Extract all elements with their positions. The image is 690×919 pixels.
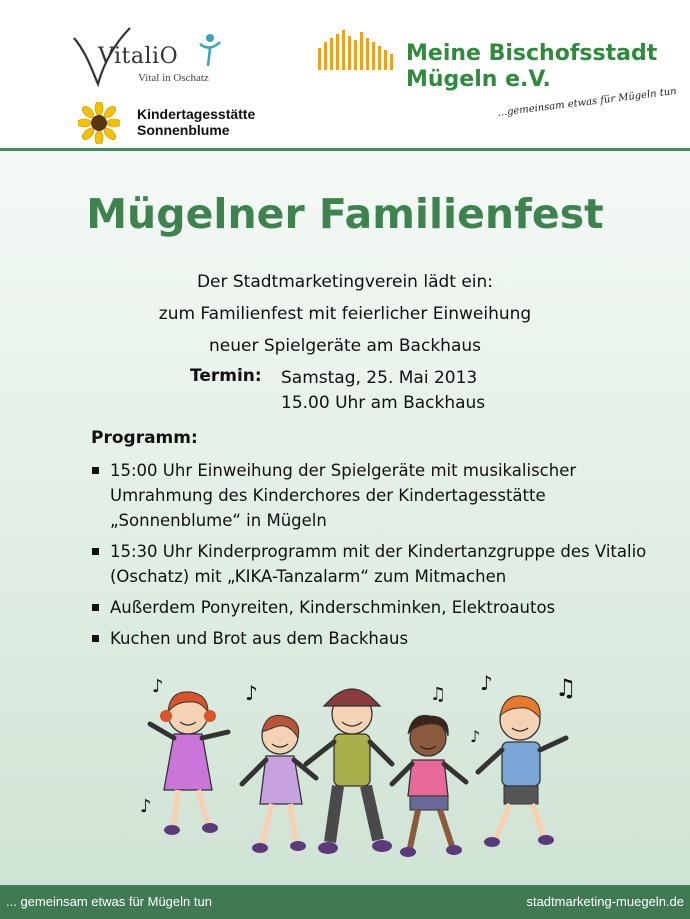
termin-value: [281, 366, 485, 416]
footer: [0, 885, 690, 919]
svg-text:♪: ♪: [470, 727, 481, 746]
svg-text:♪: ♪: [480, 672, 493, 695]
org-name-line-2: Mügeln e.V.: [406, 67, 551, 92]
org-name: [406, 41, 657, 93]
termin-date: Samstag, 25. Mai 2013: [281, 368, 478, 388]
kid-figure: [392, 715, 466, 857]
programm-list: [90, 458, 650, 657]
dancing-kids-illustration: [130, 672, 590, 882]
vitalio-tagline: Vital in Oschatz: [138, 72, 209, 84]
programm-heading: Programm:: [91, 428, 198, 448]
intro-line-3: neuer Spielgeräte am Backhaus: [208, 336, 481, 356]
page-title: Mügelner Familienfest: [86, 190, 604, 238]
bischofsstadt-bars-icon: [318, 30, 400, 70]
programm-item: Außerdem Ponyreiten, Kinderschminken, Elektroautos: [90, 595, 650, 620]
kita-line-1: Kindertagesstätte: [137, 106, 256, 122]
svg-text:♪: ♪: [245, 681, 258, 705]
svg-text:♫: ♫: [430, 684, 447, 705]
intro-line-1: Der Stadtmarketingverein lädt ein:: [196, 272, 494, 292]
footer-slogan: ... gemeinsam etwas für Mügeln tun: [6, 894, 212, 909]
kid-figure: [242, 715, 316, 853]
org-slogan: ...gemeinsam etwas für Mügeln tun: [497, 86, 678, 119]
programm-item: 15:30 Uhr Kinderprogramm mit der Kindertanzgruppe des Vitalio (Oschatz) mit „KIKA-Tanzalarm“ zum Mitmachen: [90, 539, 650, 589]
svg-text:♫: ♫: [555, 674, 577, 702]
termin-label: Termin:: [190, 366, 262, 386]
org-name-line-1: Meine Bischofsstadt: [406, 41, 658, 66]
footer-website-link[interactable]: stadtmarketing-muegeln.de: [526, 894, 684, 909]
kita-name: [137, 106, 255, 138]
programm-item: 15:00 Uhr Einweihung der Spielgeräte mit musikalischer Umrahmung des Kinderchores der Kindertagesstätte „Sonnenblume“ in Mügeln: [90, 458, 650, 533]
sunflower-icon: [78, 102, 120, 144]
programm-item: Kuchen und Brot aus dem Backhaus: [90, 626, 650, 651]
kid-figure: [150, 692, 228, 835]
kita-line-2: Sonnenblume: [137, 122, 230, 138]
header: [0, 0, 690, 148]
vitalio-logo: [68, 22, 228, 92]
svg-text:♪: ♪: [140, 796, 152, 817]
kid-figure: [306, 689, 392, 854]
kid-figure: [478, 696, 566, 847]
vitalio-wordmark: VitaliO: [98, 44, 179, 69]
termin-time: 15.00 Uhr am Backhaus: [281, 393, 486, 413]
intro-line-2: zum Familienfest mit feierlicher Einweihung: [158, 304, 532, 324]
svg-text:♪: ♪: [152, 676, 164, 697]
intro-text: [0, 266, 690, 362]
